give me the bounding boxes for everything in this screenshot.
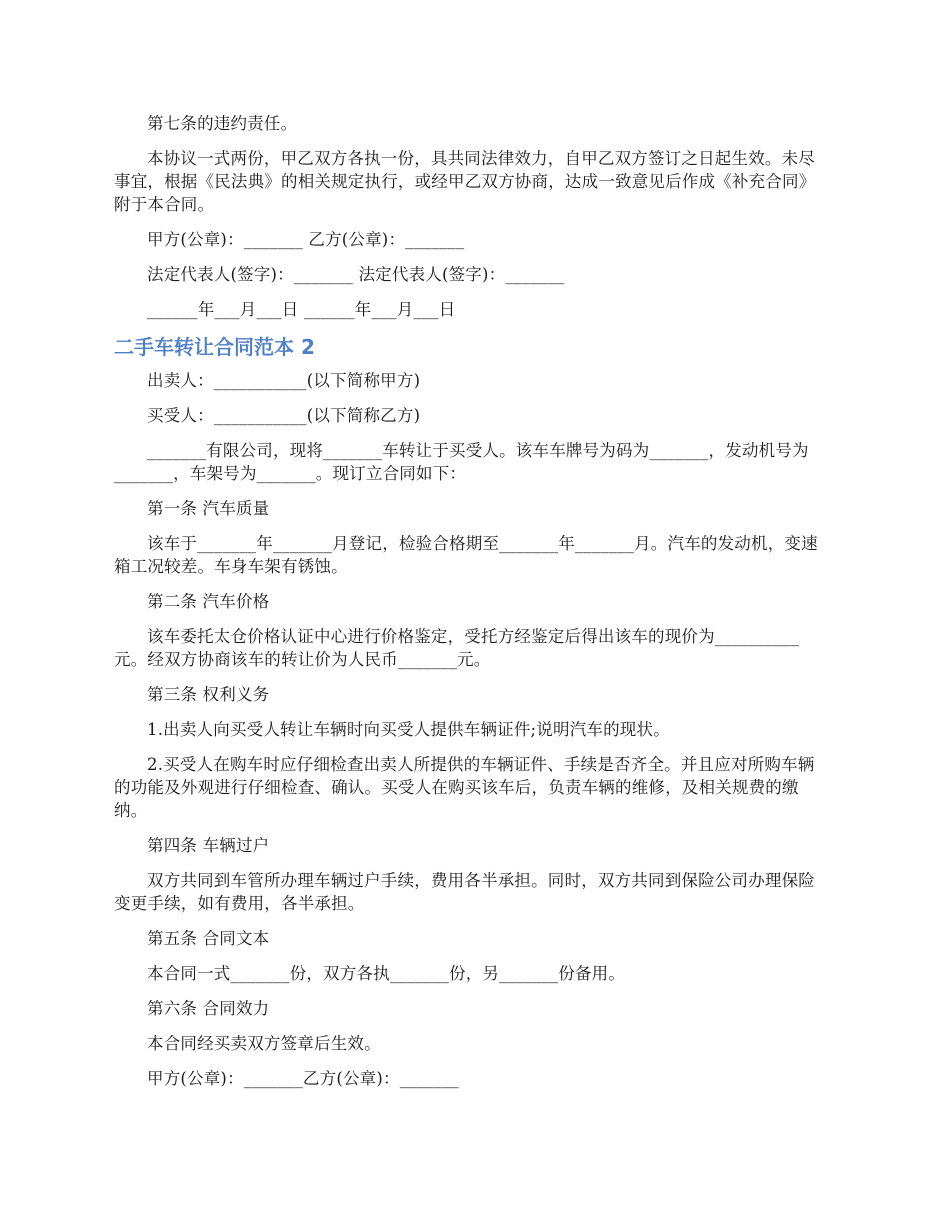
agreement-copies-clause: 本协议一式两份，甲乙双方各执一份，具共同法律效力，自甲乙双方签订之日起生效。未尽事宜，根据《民法典》的相关规定执行，或经甲乙双方协商，达成一致意见后作成《补充合同》附于本合同。	[114, 149, 816, 214]
document-body	[114, 112, 826, 1102]
article-3-title: 第三条 权利义务	[147, 685, 270, 704]
article-3-item-1: 1.出卖人向买受人转让车辆时向买受人提供车辆证件;说明汽车的现状。	[147, 720, 670, 739]
article-2-title: 第二条 汽车价格	[147, 592, 270, 611]
legal-representative-line: 法定代表人(签字)：_______ 法定代表人(签字)：_______	[147, 265, 565, 284]
article-7-reference: 第七条的违约责任。	[147, 114, 298, 133]
article-4-body: 双方共同到车管所办理车辆过户手续，费用各半承担。同时，双方共同到保险公司办理保险变更手续，如有费用，各半承担。	[114, 871, 815, 913]
article-6-title: 第六条 合同效力	[147, 999, 270, 1018]
party-seal-line: 甲方(公章)：_______ 乙方(公章)：_______	[147, 230, 465, 249]
vehicle-transfer-intro: _______有限公司，现将_______车转让于买受人。该车车牌号为码为_______，发动机号为_______，车架号为_______。现订立合同如下：	[114, 441, 809, 483]
article-4-title: 第四条 车辆过户	[147, 836, 270, 855]
closing-seal-line: 甲方(公章)：_______乙方(公章)：_______	[147, 1069, 459, 1088]
section-heading: 二手车转让合同范本 2	[114, 335, 315, 359]
article-6-body: 本合同经买卖双方签章后生效。	[147, 1034, 381, 1053]
article-2-body: 该车委托太仓价格认证中心进行价格鉴定，受托方经鉴定后得出该车的现价为__________元。经双方协商该车的转让价为人民币_______元。	[114, 627, 800, 669]
article-5-title: 第五条 合同文本	[147, 929, 270, 948]
buyer-line: 买受人：___________(以下简称乙方)	[147, 406, 421, 425]
date-line: ______年___月___日 ______年___月___日	[147, 300, 456, 319]
article-3-item-2: 2.买受人在购车时应仔细检查出卖人所提供的车辆证件、手续是否齐全。并且应对所购车辆的功能及外观进行仔细检查、确认。买受人在购买该车后，负责车辆的维修，及相关规费的缴纳。	[114, 755, 815, 820]
seller-line: 出卖人：___________(以下简称甲方)	[147, 371, 421, 390]
article-1-body: 该车于_______年_______月登记，检验合格期至_______年_______月。汽车的发动机，变速箱工况较差。车身车架有锈蚀。	[114, 534, 818, 576]
article-1-title: 第一条 汽车质量	[147, 499, 270, 518]
article-5-body: 本合同一式_______份，双方各执_______份，另_______份备用。	[147, 964, 626, 983]
